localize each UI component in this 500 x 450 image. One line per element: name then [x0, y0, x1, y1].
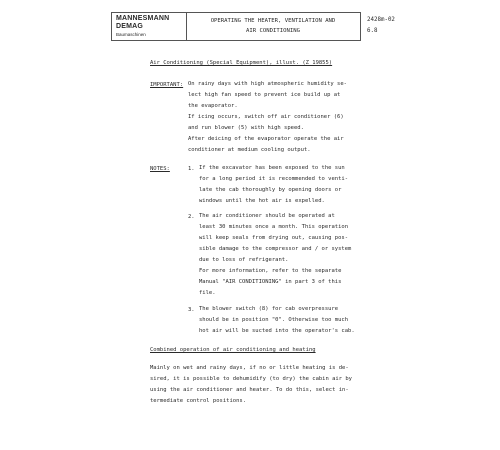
combined-line: termediate control positions.: [150, 398, 247, 404]
note-line: windows until the hot air is expelled.: [199, 198, 325, 204]
combined-line: sired, it is possible to dehumidify (to dry) the cabin air by: [150, 376, 352, 382]
note-line: should be in position "0". Otherwise too much: [199, 317, 349, 323]
important-line: lect high fan speed to prevent ice build up at: [188, 92, 341, 98]
combined-line: using the air conditioner and heater. To do this, select in-: [150, 387, 349, 393]
note-line: will keep seals from drying out, causing pos-: [199, 235, 349, 241]
important-line: and run blower (5) with high speed.: [188, 125, 304, 131]
note-line: If the excavator has been exposed to the sun: [199, 165, 345, 171]
note-line: Manual "AIR CONDITIONING" in part 3 of this: [199, 279, 342, 285]
section-number: 6.8: [367, 28, 378, 34]
note-number: 1.: [188, 166, 195, 172]
header-box: [111, 12, 361, 41]
note-number: 3.: [188, 307, 195, 313]
note-line: file.: [199, 290, 216, 296]
document-title-line1: OPERATING THE HEATER, VENTILATION AND: [210, 18, 336, 24]
title-cell: [187, 13, 359, 40]
note-line: for a long period it is recommended to venti-: [199, 176, 349, 182]
note-line: The blower switch (8) for cab overpressure: [199, 306, 339, 312]
important-line: If icing occurs, switch off air conditioner (6): [188, 114, 344, 120]
note-line: due to loss of refrigerant.: [199, 257, 289, 263]
brand-name-line1: MANNESMANN: [116, 15, 170, 22]
note-number: 2.: [188, 214, 195, 220]
brand-cell: [112, 13, 187, 40]
note-line: The air conditioner should be operated at: [199, 213, 335, 219]
note-line: least 30 minutes once a month. This operation: [199, 224, 349, 230]
note-line: sible damage to the compressor and / or system: [199, 246, 352, 252]
important-line: After deicing of the evaporator operate the air: [188, 136, 344, 142]
important-line: On rainy days with high atmospheric humidity se-: [188, 81, 347, 87]
combined-heading: Combined operation of air conditioning and heating: [150, 347, 316, 353]
important-line: the evaporator.: [188, 103, 238, 109]
brand-name-line2: DEMAG: [116, 23, 144, 30]
brand-subtitle: Baumaschinen: [116, 32, 146, 37]
note-line: For more information, refer to the separate: [199, 268, 342, 274]
document-title-line2: AIR CONDITIONING: [246, 28, 300, 34]
important-label: IMPORTANT:: [150, 82, 184, 88]
combined-line: Mainly on wet and rainy days, if no or little heating is de-: [150, 365, 349, 371]
note-line: late the cab thoroughly by opening doors or: [199, 187, 342, 193]
important-line: conditioner at medium cooling output.: [188, 147, 311, 153]
section-heading: Air Conditioning (Special Equipment), illust. (Z 19855): [150, 60, 333, 66]
notes-label: NOTES:: [150, 166, 170, 172]
document-number: 2428m-02: [367, 17, 395, 23]
note-line: hot air will be sucted into the operator's cab.: [199, 328, 355, 334]
